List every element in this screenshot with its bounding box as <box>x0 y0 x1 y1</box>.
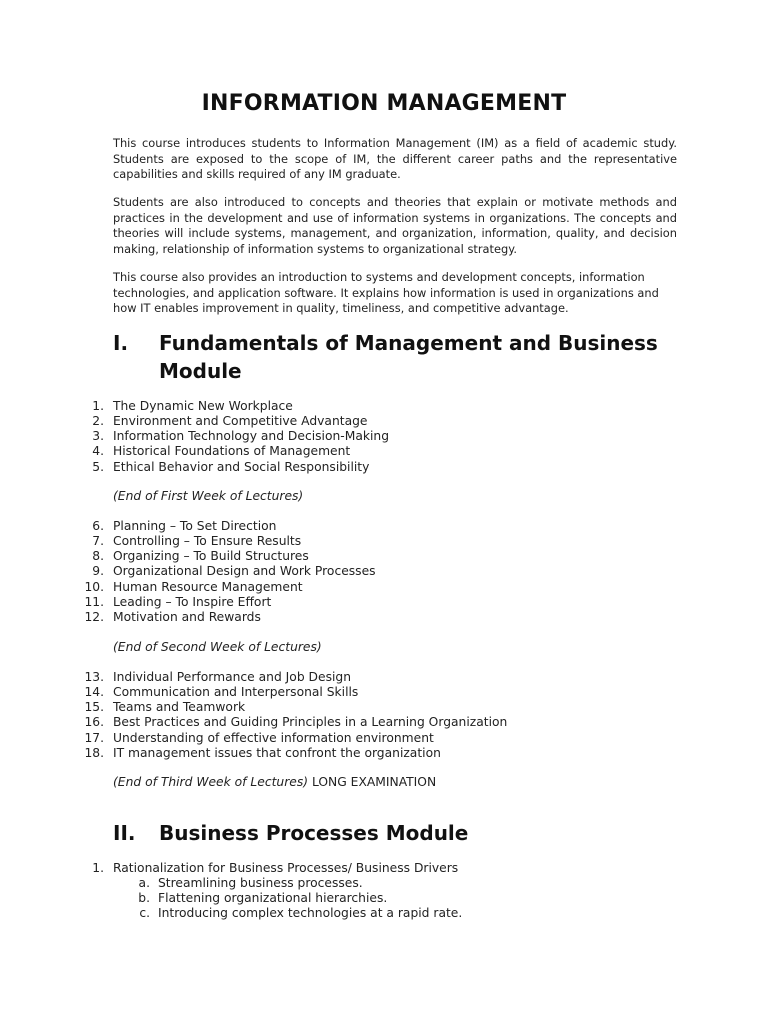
list-text: Organizational Design and Work Processes <box>113 564 376 579</box>
list-text: The Dynamic New Workplace <box>113 399 293 413</box>
list-number: 16. <box>84 715 104 730</box>
paragraph-line: technologies, and application software. It explains how information is used in organizations and <box>113 285 659 300</box>
paragraph-line: Students are exposed to the scope of IM, the different career paths and the representative <box>113 151 677 166</box>
list-item <box>0 595 768 610</box>
paragraph-line: Students are also introduced to concepts and theories that explain or motivate methods and <box>113 195 677 209</box>
list-number: 17. <box>84 730 104 745</box>
section-heading <box>113 819 679 847</box>
list-text: Organizing – To Build Structures <box>113 549 309 564</box>
list-item <box>0 534 768 549</box>
topic-list <box>0 861 768 876</box>
list-number: 10. <box>84 579 104 594</box>
list-item <box>0 429 768 444</box>
sub-list-item <box>0 906 768 921</box>
list-number: 18. <box>84 745 104 760</box>
topic-list <box>0 519 768 625</box>
sub-list-item <box>0 876 768 891</box>
list-text: Motivation and Rewards <box>113 609 261 624</box>
list-number: 9. <box>92 564 104 579</box>
sub-list-text: Streamlining business processes. <box>158 876 363 890</box>
list-item <box>0 731 768 746</box>
list-number: 11. <box>84 594 104 609</box>
list-item <box>0 519 768 534</box>
list-item <box>0 414 768 429</box>
list-item <box>0 564 768 579</box>
week-note <box>113 775 436 789</box>
paragraph-line: making, relationship of information systems to organizational strategy. <box>113 241 517 256</box>
section-numeral: I. <box>113 331 129 355</box>
sub-topic-list <box>0 876 768 921</box>
intro-paragraph <box>113 270 677 317</box>
list-text: Individual Performance and Job Design <box>113 670 351 684</box>
week-note <box>113 640 322 654</box>
intro-paragraph <box>113 195 677 257</box>
list-text: Environment and Competitive Advantage <box>113 414 368 429</box>
list-text: Information Technology and Decision-Making <box>113 429 389 444</box>
list-text: Human Resource Management <box>113 579 303 594</box>
week-note-extra: LONG EXAMINATION <box>308 775 437 789</box>
section-title-line: Fundamentals of Management and Business <box>159 331 658 355</box>
list-number: 6. <box>92 519 104 533</box>
paragraph-line: This course also provides an introduction to systems and development concepts, information <box>113 270 645 284</box>
week-note <box>113 489 303 503</box>
list-item <box>0 861 768 876</box>
list-number: 5. <box>92 459 104 474</box>
list-number: 8. <box>92 549 104 564</box>
list-number: 13. <box>84 670 104 684</box>
list-text: Ethical Behavior and Social Responsibility <box>113 459 370 474</box>
list-item <box>0 700 768 715</box>
list-item <box>0 610 768 625</box>
list-text: Planning – To Set Direction <box>113 519 277 533</box>
section-title-line: Business Processes Module <box>159 821 469 845</box>
paragraph-line: theories will include systems, management, and organization, information, quality, and decision <box>113 226 677 240</box>
document-title: INFORMATION MANAGEMENT <box>201 91 567 116</box>
intro-paragraph <box>113 136 677 183</box>
list-item <box>0 670 768 685</box>
list-number: 14. <box>84 685 104 700</box>
list-number: 1. <box>92 399 104 413</box>
list-item <box>0 580 768 595</box>
list-text: Historical Foundations of Management <box>113 444 351 459</box>
sub-list-letter: a. <box>138 876 150 890</box>
list-text: Communication and Interpersonal Skills <box>113 685 359 700</box>
section-heading <box>113 329 679 385</box>
paragraph-line: how IT enables improvement in quality, timeliness, and competitive advantage. <box>113 301 569 315</box>
paragraph-line: This course introduces students to Information Management (IM) as a field of academic study. <box>113 136 677 150</box>
list-text: Understanding of effective information environment <box>113 730 434 745</box>
list-item <box>0 746 768 761</box>
topic-list <box>0 670 768 761</box>
list-number: 12. <box>84 609 104 624</box>
list-number: 2. <box>92 414 104 429</box>
list-text: Best Practices and Guiding Principles in a Learning Organization <box>113 715 508 730</box>
sub-list-text: Introducing complex technologies at a rapid rate. <box>158 906 463 921</box>
week-note-italic: (End of Third Week of Lectures) <box>113 775 309 789</box>
list-item <box>0 444 768 459</box>
section-numeral: II. <box>113 821 136 845</box>
list-number: 1. <box>92 861 104 875</box>
week-note-italic: (End of Second Week of Lectures) <box>113 640 322 654</box>
list-text: Controlling – To Ensure Results <box>113 534 302 549</box>
list-text: Teams and Teamwork <box>113 700 246 715</box>
list-item <box>0 460 768 475</box>
paragraph-line: capabilities and skills required of any IM graduate. <box>113 167 401 181</box>
list-item <box>0 715 768 730</box>
paragraph-line: practices in the development and use of information systems in organizations. The concepts and <box>113 210 677 225</box>
list-item <box>0 549 768 564</box>
week-note-italic: (End of First Week of Lectures) <box>113 489 304 503</box>
list-text: Rationalization for Business Processes/ Business Drivers <box>113 861 459 875</box>
list-item <box>0 685 768 700</box>
list-text: IT management issues that confront the organization <box>113 745 441 760</box>
list-item <box>0 399 768 414</box>
sub-list-item <box>0 891 768 906</box>
topic-list <box>0 399 768 475</box>
sub-list-letter: b. <box>138 891 150 906</box>
sub-list-text: Flattening organizational hierarchies. <box>158 891 388 906</box>
list-number: 15. <box>84 700 104 715</box>
section-title-line: Module <box>159 359 242 383</box>
list-number: 3. <box>92 429 104 444</box>
list-text: Leading – To Inspire Effort <box>113 594 272 609</box>
sub-list-letter: c. <box>139 906 150 921</box>
list-number: 4. <box>92 444 104 459</box>
list-number: 7. <box>92 534 104 549</box>
